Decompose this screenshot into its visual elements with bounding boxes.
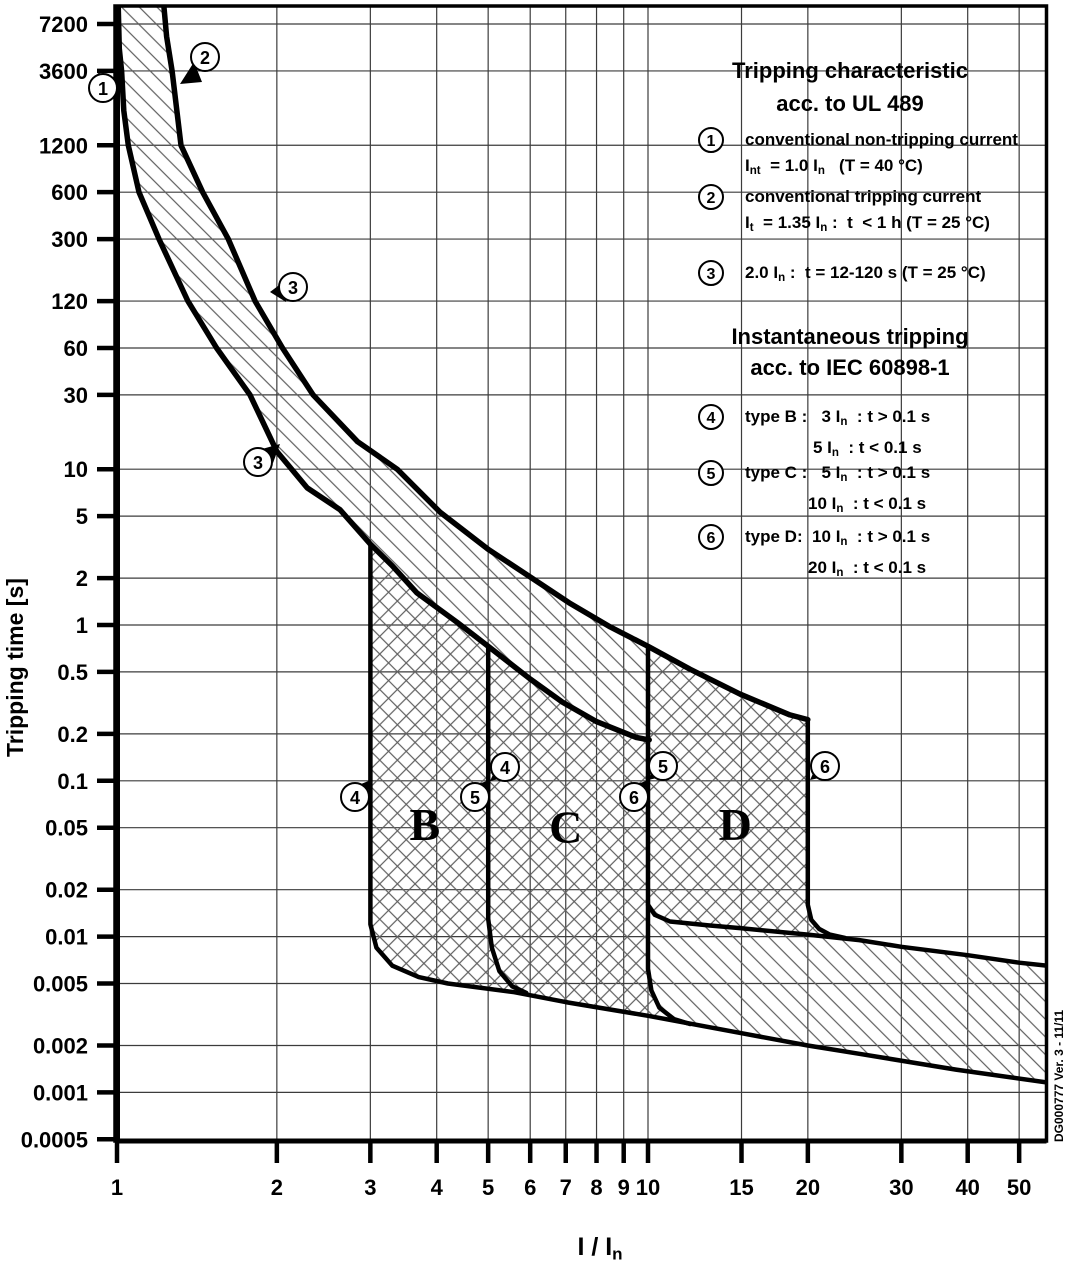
callout-number-6: 6: [628, 788, 640, 808]
y-tick-label-0.02: 0.02: [45, 877, 88, 903]
callout-number-5: 5: [469, 788, 481, 808]
x-tick-label-40: 40: [955, 1175, 980, 1200]
legend-title-ul489: [690, 54, 1010, 120]
y-tick-label-300: 300: [51, 227, 88, 253]
y-tick-label-2: 2: [75, 566, 88, 592]
callout-number-1: 1: [97, 79, 109, 99]
legend-item-number-5: 5: [698, 460, 724, 486]
legend-title-ul489-line2: acc. to UL 489: [776, 91, 924, 116]
y-tick-label-0.01: 0.01: [45, 924, 88, 950]
legend-item-text-4: type B : 3 $I_n$ : t > 0.1 s 5 $I_n$ : t < 0.1 s: [745, 407, 931, 459]
y-tick-label-120: 120: [51, 289, 88, 315]
y-tick-label-30: 30: [63, 382, 88, 408]
legend-title-ul489-line1: Tripping characteristic: [732, 58, 968, 83]
x-tick-label-2: 2: [270, 1175, 283, 1200]
y-tick-label-3600: 3600: [39, 58, 88, 84]
callout-number-4: 4: [499, 758, 511, 778]
document-version-text: DG000777 Ver. 3 - 11/11: [1052, 1009, 1066, 1142]
legend-item-number-4: 4: [698, 404, 724, 430]
callout-number-3: 3: [287, 278, 299, 298]
y-tick-label-0.5: 0.5: [57, 659, 88, 685]
legend-item-number-6: 6: [698, 524, 724, 550]
y-tick-label-0.2: 0.2: [57, 721, 88, 747]
callout-number-4: 4: [349, 788, 361, 808]
y-tick-label-7200: 7200: [39, 12, 88, 38]
x-tick-label-9: 9: [617, 1175, 630, 1200]
x-axis-title: I / $I_n$: [577, 1233, 623, 1264]
callout-number-2: 2: [199, 48, 211, 68]
y-tick-label-0.002: 0.002: [32, 1033, 88, 1059]
region-letter-B: B: [409, 798, 441, 850]
y-tick-label-600: 600: [51, 180, 88, 206]
legend-item-text-2: conventional tripping current $I_t = 1.35$ $I_n$ : t < 1 h (T = 25 °C): [745, 187, 990, 234]
legend-item-text-6: type D: 10 $I_n$ : t > 0.1 s 20 $I_n$ : t < 0.1 s: [745, 527, 931, 579]
x-tick-label-50: 50: [1006, 1175, 1032, 1200]
y-tick-label-0.1: 0.1: [57, 768, 88, 794]
y-tick-label-0.005: 0.005: [32, 971, 88, 997]
y-tick-label-0.001: 0.001: [32, 1080, 88, 1106]
region-D: [648, 646, 830, 934]
legend-item-number-3: 3: [698, 260, 724, 286]
callout-number-5: 5: [657, 757, 669, 777]
x-tick-label-5: 5: [482, 1175, 495, 1200]
x-tick-label-20: 20: [795, 1175, 821, 1200]
x-tick-label-3: 3: [364, 1175, 377, 1200]
region-letter-C: C: [549, 801, 583, 853]
y-axis-title: Tripping time [s]: [2, 578, 28, 757]
x-tick-label-4: 4: [430, 1175, 443, 1200]
y-tick-label-5: 5: [75, 504, 88, 530]
legend-title-iec-line2: acc. to IEC 60898-1: [750, 355, 950, 380]
y-tick-label-0.05: 0.05: [45, 815, 88, 841]
y-tick-label-1: 1: [75, 613, 88, 638]
x-tick-label-30: 30: [889, 1175, 914, 1200]
x-tick-label-6: 6: [524, 1175, 537, 1200]
legend-title-iec-line1: Instantaneous tripping: [731, 324, 969, 349]
x-tick-label-15: 15: [729, 1175, 754, 1200]
legend-item-text-1: conventional non-tripping current $I_{nt} = 1.0$ $I_n$ (T = 40 °C): [745, 130, 1018, 177]
x-tick-label-8: 8: [590, 1175, 603, 1200]
y-tick-label-0.0005: 0.0005: [20, 1127, 88, 1153]
legend-title-iec: [690, 321, 1010, 383]
legend-item-number-1: 1: [698, 127, 724, 153]
legend-item-text-3: 2.0 $I_n$ : t = 12-120 s (T = 25 °C): [745, 263, 986, 284]
legend-item-text-5: type C : 5 $I_n$ : t > 0.1 s 10 $I_n$ : t < 0.1 s: [745, 463, 931, 515]
x-tick-label-7: 7: [559, 1175, 572, 1200]
callout-number-6: 6: [819, 757, 831, 777]
x-tick-label-1: 1: [110, 1175, 124, 1200]
y-tick-label-10: 10: [63, 457, 88, 483]
region-letter-D: D: [718, 798, 752, 850]
y-tick-label-1200: 1200: [39, 133, 88, 159]
callout-number-3: 3: [252, 453, 264, 473]
legend-item-number-2: 2: [698, 184, 724, 210]
y-tick-label-60: 60: [63, 335, 88, 361]
x-tick-label-10: 10: [635, 1175, 661, 1200]
